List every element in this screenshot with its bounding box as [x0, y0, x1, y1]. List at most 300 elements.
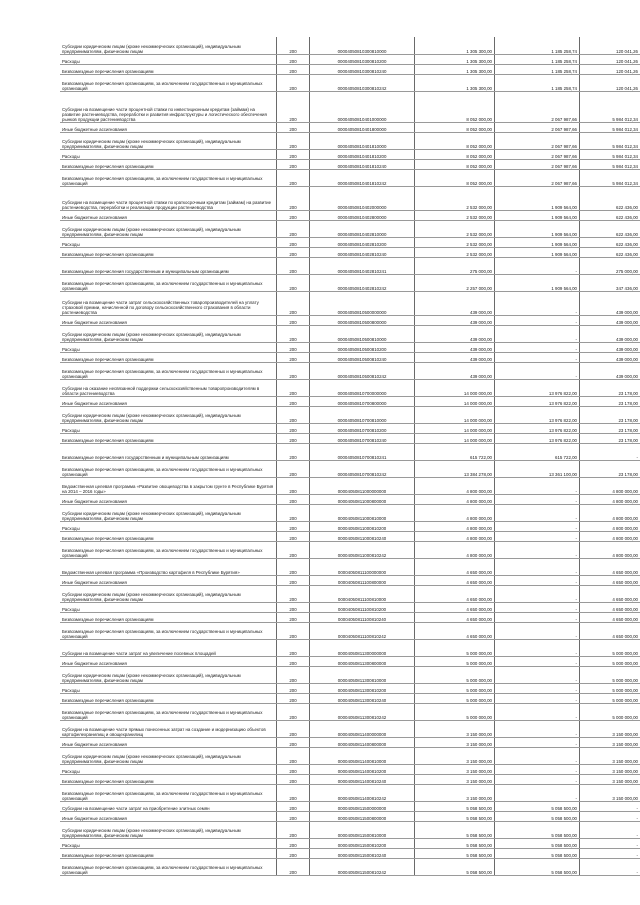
row-executed-amount-cell: 5 058 500,00 [495, 838, 580, 848]
row-remaining-amount-cell: 4 650 000,00 [580, 558, 640, 575]
row-budget-code-cell: 00004050810401810240 [310, 159, 415, 169]
row-approved-amount-cell: 3 150 000,00 [415, 720, 495, 737]
row-approved-amount-cell: 1 305 300,00 [415, 64, 495, 74]
row-executed-amount-cell: 1 185 258,74 [495, 37, 580, 54]
row-budget-code-cell: 00004050810300810242 [310, 74, 415, 91]
row-admin-code-cell: 200 [277, 342, 310, 352]
row-admin-code-cell: 200 [277, 247, 310, 257]
row-name-cell: Иные бюджетные ассигнования [60, 122, 277, 132]
row-admin-code-cell: 200 [277, 122, 310, 132]
row-remaining-amount-cell: 23 178,00 [580, 379, 640, 396]
row-budget-code-cell: 00004050811400810242 [310, 784, 415, 801]
row-approved-amount-cell: 439 000,00 [415, 315, 495, 325]
row-admin-code-cell: 200 [277, 64, 310, 74]
row-name-cell: Субсидии на оказание несвязанной поддержки сельскохозяйственным товаропроизводителям в области растениеводства [60, 379, 277, 396]
row-name-cell: Безвозмездные перечисления государственным и муниципальным организациям [60, 257, 277, 274]
row-executed-amount-cell: - [495, 521, 580, 531]
row-executed-amount-cell: 13 361 100,00 [495, 460, 580, 477]
table-row [60, 811, 640, 821]
row-remaining-amount-cell: 5 984 012,34 [580, 159, 640, 169]
row-approved-amount-cell: 14 000 000,00 [415, 433, 495, 443]
row-approved-amount-cell: 14 000 000,00 [415, 406, 495, 423]
row-name-cell: Субсидии юридическим лицам (кроме некоммерческих организаций), индивидуальным предпринимателям, физическим лицам [60, 325, 277, 342]
table-row [60, 821, 640, 838]
table-row [60, 423, 640, 433]
row-remaining-amount-cell: 23 178,00 [580, 396, 640, 406]
row-executed-amount-cell: 13 976 822,00 [495, 379, 580, 396]
table-row [60, 558, 640, 575]
row-executed-amount-cell: - [495, 774, 580, 784]
row-approved-amount-cell: 14 000 000,00 [415, 396, 495, 406]
row-admin-code-cell: 200 [277, 602, 310, 612]
row-executed-amount-cell: 2 067 987,66 [495, 159, 580, 169]
row-approved-amount-cell: 2 532 000,00 [415, 220, 495, 237]
row-budget-code-cell: 00004050810402000000 [310, 186, 415, 210]
row-budget-code-cell: 00004050810401810200 [310, 149, 415, 159]
row-executed-amount-cell: 13 976 822,00 [495, 433, 580, 443]
row-name-cell: Безвозмездные перечисления организациям [60, 531, 277, 541]
row-budget-code-cell: 00004050810500810240 [310, 352, 415, 362]
row-approved-amount-cell: 2 532 000,00 [415, 186, 495, 210]
row-executed-amount-cell: - [495, 622, 580, 639]
row-admin-code-cell: 200 [277, 362, 310, 379]
row-budget-code-cell: 00004050811100810240 [310, 612, 415, 622]
row-approved-amount-cell: 4 650 000,00 [415, 622, 495, 639]
row-executed-amount-cell: 2 067 987,66 [495, 169, 580, 186]
row-executed-amount-cell: 5 058 500,00 [495, 811, 580, 821]
row-approved-amount-cell: 4 800 000,00 [415, 531, 495, 541]
row-executed-amount-cell: - [495, 703, 580, 720]
row-admin-code-cell: 200 [277, 764, 310, 774]
row-executed-amount-cell: 2 067 987,66 [495, 132, 580, 149]
row-name-cell: Расходы [60, 764, 277, 774]
row-budget-code-cell: 00004050811000810000 [310, 504, 415, 521]
row-budget-code-cell: 00004050810700000000 [310, 379, 415, 396]
table-row [60, 801, 640, 811]
row-approved-amount-cell: 439 000,00 [415, 362, 495, 379]
row-admin-code-cell: 200 [277, 720, 310, 737]
row-name-cell: Расходы [60, 521, 277, 531]
row-admin-code-cell: 200 [277, 149, 310, 159]
table-row [60, 703, 640, 720]
row-admin-code-cell: 200 [277, 257, 310, 274]
row-budget-code-cell: 00004050810700810000 [310, 406, 415, 423]
row-name-cell: Безвозмездные перечисления организациям [60, 612, 277, 622]
row-approved-amount-cell: 13 384 278,00 [415, 460, 495, 477]
row-remaining-amount-cell: 3 150 000,00 [580, 784, 640, 801]
row-remaining-amount-cell: 120 041,26 [580, 64, 640, 74]
row-admin-code-cell: 200 [277, 811, 310, 821]
row-executed-amount-cell: 1 185 258,74 [495, 54, 580, 64]
row-executed-amount-cell: 13 976 822,00 [495, 423, 580, 433]
row-budget-code-cell: 00004050811300800000 [310, 656, 415, 666]
row-admin-code-cell: 200 [277, 531, 310, 541]
row-remaining-amount-cell: 5 000 000,00 [580, 693, 640, 703]
row-remaining-amount-cell: 5 000 000,00 [580, 666, 640, 683]
row-budget-code-cell: 00004050810402800000 [310, 210, 415, 220]
row-budget-code-cell: 00004050810500000000 [310, 291, 415, 315]
row-admin-code-cell: 200 [277, 858, 310, 875]
row-remaining-amount-cell: 622 436,00 [580, 247, 640, 257]
table-row [60, 122, 640, 132]
table-row [60, 169, 640, 186]
row-name-cell: Расходы [60, 237, 277, 247]
row-name-cell: Иные бюджетные ассигнования [60, 494, 277, 504]
row-remaining-amount-cell: 439 000,00 [580, 352, 640, 362]
row-remaining-amount-cell: - [580, 848, 640, 858]
table-row [60, 379, 640, 396]
table-row [60, 541, 640, 558]
row-executed-amount-cell: - [495, 257, 580, 274]
row-remaining-amount-cell: 622 436,00 [580, 186, 640, 210]
row-name-cell: Субсидии юридическим лицам (кроме некоммерческих организаций), индивидуальным предпринимателям, физическим лицам [60, 220, 277, 237]
row-remaining-amount-cell: 622 436,00 [580, 237, 640, 247]
row-admin-code-cell: 200 [277, 54, 310, 64]
row-budget-code-cell: 00004050810700810242 [310, 460, 415, 477]
row-admin-code-cell: 200 [277, 433, 310, 443]
row-budget-code-cell: 00004050810500810200 [310, 342, 415, 352]
row-approved-amount-cell: 4 800 000,00 [415, 477, 495, 494]
row-remaining-amount-cell: 4 650 000,00 [580, 622, 640, 639]
row-admin-code-cell: 200 [277, 612, 310, 622]
table-row [60, 693, 640, 703]
row-name-cell: Иные бюджетные ассигнования [60, 811, 277, 821]
row-admin-code-cell: 200 [277, 406, 310, 423]
table-row [60, 477, 640, 494]
row-admin-code-cell: 200 [277, 784, 310, 801]
row-name-cell: Субсидии на возмещение части прямых понесенных затрат на создание и модернизацию объектов картофелехранилищ и овощехранилищ [60, 720, 277, 737]
row-budget-code-cell: 00004050811100800000 [310, 575, 415, 585]
table-row [60, 747, 640, 764]
row-executed-amount-cell: - [495, 737, 580, 747]
row-admin-code-cell: 200 [277, 575, 310, 585]
row-remaining-amount-cell: 5 984 012,34 [580, 149, 640, 159]
row-approved-amount-cell: 8 052 000,00 [415, 91, 495, 122]
table-row [60, 91, 640, 122]
row-approved-amount-cell: 2 532 000,00 [415, 247, 495, 257]
row-approved-amount-cell: 5 058 500,00 [415, 821, 495, 838]
row-remaining-amount-cell: 439 000,00 [580, 362, 640, 379]
table-row [60, 237, 640, 247]
row-approved-amount-cell: 1 305 300,00 [415, 37, 495, 54]
row-remaining-amount-cell: 439 000,00 [580, 342, 640, 352]
row-budget-code-cell: 00004050810402810242 [310, 274, 415, 291]
row-approved-amount-cell: 3 150 000,00 [415, 764, 495, 774]
row-approved-amount-cell: 4 650 000,00 [415, 575, 495, 585]
row-executed-amount-cell: - [495, 325, 580, 342]
row-budget-code-cell: 00004050811500810242 [310, 858, 415, 875]
row-remaining-amount-cell: 439 000,00 [580, 325, 640, 342]
table-row [60, 622, 640, 639]
row-executed-amount-cell: - [495, 585, 580, 602]
row-name-cell: Безвозмездные перечисления организациям [60, 693, 277, 703]
row-name-cell: Ведомственная целевая программа «Производство картофеля в Республике Бурятия» [60, 558, 277, 575]
row-admin-code-cell: 200 [277, 801, 310, 811]
row-name-cell: Безвозмездные перечисления организациям [60, 159, 277, 169]
row-admin-code-cell: 200 [277, 91, 310, 122]
table-row [60, 159, 640, 169]
row-budget-code-cell: 00004050810401810242 [310, 169, 415, 186]
row-executed-amount-cell: 1 909 564,00 [495, 186, 580, 210]
row-approved-amount-cell: 4 650 000,00 [415, 612, 495, 622]
row-name-cell: Субсидии юридическим лицам (кроме некоммерческих организаций), индивидуальным предпринимателям, физическим лицам [60, 821, 277, 838]
row-remaining-amount-cell: 23 178,00 [580, 423, 640, 433]
row-executed-amount-cell: 5 058 500,00 [495, 821, 580, 838]
row-name-cell: Безвозмездные перечисления организациям, за исключением государственных и муниципальных организаций [60, 460, 277, 477]
row-admin-code-cell: 200 [277, 838, 310, 848]
row-budget-code-cell: 00004050810402810000 [310, 220, 415, 237]
table-row [60, 325, 640, 342]
row-remaining-amount-cell: 439 000,00 [580, 315, 640, 325]
row-executed-amount-cell: - [495, 612, 580, 622]
row-approved-amount-cell: 5 000 000,00 [415, 639, 495, 656]
row-name-cell: Субсидии на возмещение части затрат на приобретение элитных семян [60, 801, 277, 811]
row-approved-amount-cell: 14 000 000,00 [415, 423, 495, 433]
row-budget-code-cell: 00004050811400810000 [310, 747, 415, 764]
table-row [60, 54, 640, 64]
row-remaining-amount-cell: 3 150 000,00 [580, 774, 640, 784]
row-admin-code-cell: 200 [277, 74, 310, 91]
row-budget-code-cell: 00004050810300810000 [310, 37, 415, 54]
row-name-cell: Иные бюджетные ассигнования [60, 396, 277, 406]
row-budget-code-cell: 00004050811500800000 [310, 811, 415, 821]
table-row [60, 504, 640, 521]
row-budget-code-cell: 00004050811000810242 [310, 541, 415, 558]
row-name-cell: Субсидии на возмещение части процентной ставки по инвестиционным кредитам (займам) на развитие растениеводства, переработки и развития инфраструктуры и логистического обеспечения рынков продукции растениеводства [60, 91, 277, 122]
row-approved-amount-cell: 439 000,00 [415, 325, 495, 342]
row-name-cell: Безвозмездные перечисления организациям [60, 848, 277, 858]
row-remaining-amount-cell: 3 150 000,00 [580, 747, 640, 764]
table-row [60, 737, 640, 747]
row-executed-amount-cell: - [495, 656, 580, 666]
table-row [60, 291, 640, 315]
row-executed-amount-cell: 1 909 564,00 [495, 247, 580, 257]
table-row [60, 406, 640, 423]
row-remaining-amount-cell: 622 436,00 [580, 210, 640, 220]
row-budget-code-cell: 00004050811100810000 [310, 585, 415, 602]
row-admin-code-cell: 200 [277, 220, 310, 237]
row-admin-code-cell: 200 [277, 737, 310, 747]
row-budget-code-cell: 00004050811100810242 [310, 622, 415, 639]
table-row [60, 342, 640, 352]
row-admin-code-cell: 200 [277, 132, 310, 149]
row-executed-amount-cell: 1 185 258,74 [495, 74, 580, 91]
row-approved-amount-cell: 5 058 500,00 [415, 858, 495, 875]
row-admin-code-cell: 200 [277, 639, 310, 656]
row-executed-amount-cell: 13 976 822,00 [495, 406, 580, 423]
row-executed-amount-cell: - [495, 639, 580, 656]
row-approved-amount-cell: 5 000 000,00 [415, 693, 495, 703]
row-executed-amount-cell: 1 909 564,00 [495, 220, 580, 237]
table-row [60, 531, 640, 541]
row-name-cell: Субсидии юридическим лицам (кроме некоммерческих организаций), индивидуальным предпринимателям, физическим лицам [60, 37, 277, 54]
row-remaining-amount-cell: - [580, 838, 640, 848]
row-approved-amount-cell: 8 052 000,00 [415, 169, 495, 186]
row-budget-code-cell: 00004050811000810240 [310, 531, 415, 541]
table-row [60, 683, 640, 693]
row-name-cell: Безвозмездные перечисления организациям, за исключением государственных и муниципальных организаций [60, 784, 277, 801]
row-remaining-amount-cell: 23 178,00 [580, 433, 640, 443]
row-executed-amount-cell: - [495, 531, 580, 541]
row-remaining-amount-cell: 5 000 000,00 [580, 656, 640, 666]
row-admin-code-cell: 200 [277, 683, 310, 693]
budget-execution-table [60, 37, 640, 876]
row-admin-code-cell: 200 [277, 443, 310, 460]
row-admin-code-cell: 200 [277, 315, 310, 325]
row-remaining-amount-cell: - [580, 858, 640, 875]
row-name-cell: Безвозмездные перечисления организациям, за исключением государственных и муниципальных организаций [60, 74, 277, 91]
row-remaining-amount-cell: 4 650 000,00 [580, 612, 640, 622]
row-admin-code-cell: 200 [277, 291, 310, 315]
row-budget-code-cell: 00004050811400800000 [310, 737, 415, 747]
row-remaining-amount-cell: - [580, 811, 640, 821]
row-approved-amount-cell: 2 532 000,00 [415, 237, 495, 247]
row-name-cell: Безвозмездные перечисления организациям, за исключением государственных и муниципальных организаций [60, 622, 277, 639]
table-row [60, 186, 640, 210]
row-admin-code-cell: 200 [277, 396, 310, 406]
row-name-cell: Безвозмездные перечисления организациям [60, 433, 277, 443]
row-executed-amount-cell: - [495, 693, 580, 703]
row-remaining-amount-cell: 120 041,26 [580, 54, 640, 64]
row-budget-code-cell: 00004050811400000000 [310, 720, 415, 737]
row-budget-code-cell: 00004050810401000000 [310, 91, 415, 122]
row-name-cell: Безвозмездные перечисления организациям [60, 352, 277, 362]
row-name-cell: Расходы [60, 54, 277, 64]
row-remaining-amount-cell: 5 000 000,00 [580, 683, 640, 693]
row-name-cell: Безвозмездные перечисления организациям, за исключением государственных и муниципальных организаций [60, 274, 277, 291]
row-name-cell: Безвозмездные перечисления организациям, за исключением государственных и муниципальных организаций [60, 541, 277, 558]
row-admin-code-cell: 200 [277, 656, 310, 666]
row-approved-amount-cell: 439 000,00 [415, 342, 495, 352]
row-executed-amount-cell: - [495, 683, 580, 693]
row-approved-amount-cell: 275 000,00 [415, 257, 495, 274]
row-budget-code-cell: 00004050811500000000 [310, 801, 415, 811]
row-approved-amount-cell: 439 000,00 [415, 291, 495, 315]
row-name-cell: Безвозмездные перечисления организациям, за исключением государственных и муниципальных организаций [60, 169, 277, 186]
row-admin-code-cell: 200 [277, 477, 310, 494]
row-budget-code-cell: 00004050811400810200 [310, 764, 415, 774]
row-approved-amount-cell: 615 722,00 [415, 443, 495, 460]
row-approved-amount-cell: 8 052 000,00 [415, 159, 495, 169]
row-approved-amount-cell: 8 052 000,00 [415, 122, 495, 132]
row-executed-amount-cell: 5 058 500,00 [495, 801, 580, 811]
table-row [60, 352, 640, 362]
row-approved-amount-cell: 8 052 000,00 [415, 132, 495, 149]
table-row [60, 64, 640, 74]
row-admin-code-cell: 200 [277, 666, 310, 683]
row-remaining-amount-cell: 4 800 000,00 [580, 531, 640, 541]
row-name-cell: Безвозмездные перечисления организациям [60, 247, 277, 257]
row-admin-code-cell: 200 [277, 237, 310, 247]
row-admin-code-cell: 200 [277, 274, 310, 291]
row-budget-code-cell: 00004050811500810000 [310, 821, 415, 838]
row-remaining-amount-cell: 4 800 000,00 [580, 504, 640, 521]
row-name-cell: Иные бюджетные ассигнования [60, 210, 277, 220]
row-name-cell: Субсидии на возмещение части затрат на увеличение посевных площадей [60, 639, 277, 656]
row-budget-code-cell: 00004050810700810200 [310, 423, 415, 433]
row-name-cell: Иные бюджетные ассигнования [60, 737, 277, 747]
row-name-cell: Субсидии юридическим лицам (кроме некоммерческих организаций), индивидуальным предпринимателям, физическим лицам [60, 666, 277, 683]
table-row [60, 494, 640, 504]
table-row [60, 257, 640, 274]
row-budget-code-cell: 00004050811300000000 [310, 639, 415, 656]
row-admin-code-cell: 200 [277, 521, 310, 531]
row-admin-code-cell: 200 [277, 379, 310, 396]
row-admin-code-cell: 200 [277, 423, 310, 433]
row-approved-amount-cell: 439 000,00 [415, 352, 495, 362]
table-row [60, 639, 640, 656]
row-executed-amount-cell: - [495, 575, 580, 585]
row-remaining-amount-cell: 23 178,00 [580, 460, 640, 477]
row-approved-amount-cell: 2 257 000,00 [415, 274, 495, 291]
row-executed-amount-cell: 1 909 564,00 [495, 237, 580, 247]
row-approved-amount-cell: 1 305 300,00 [415, 74, 495, 91]
row-executed-amount-cell: 2 067 987,66 [495, 122, 580, 132]
table-row [60, 720, 640, 737]
row-approved-amount-cell: 4 800 000,00 [415, 521, 495, 531]
row-remaining-amount-cell: 4 650 000,00 [580, 602, 640, 612]
row-budget-code-cell: 00004050810300810240 [310, 64, 415, 74]
row-executed-amount-cell: - [495, 291, 580, 315]
row-name-cell: Субсидии юридическим лицам (кроме некоммерческих организаций), индивидуальным предпринимателям, физическим лицам [60, 132, 277, 149]
row-name-cell: Безвозмездные перечисления государственным и муниципальным организациям [60, 443, 277, 460]
row-name-cell: Ведомственная целевая программа «Развитие овощеводства в закрытом грунте в Республике Бурятия на 2014 – 2016 годы» [60, 477, 277, 494]
row-remaining-amount-cell: - [580, 801, 640, 811]
row-name-cell: Иные бюджетные ассигнования [60, 315, 277, 325]
row-remaining-amount-cell: 4 800 000,00 [580, 477, 640, 494]
table-row [60, 74, 640, 91]
row-remaining-amount-cell: 3 150 000,00 [580, 720, 640, 737]
row-admin-code-cell: 200 [277, 693, 310, 703]
row-name-cell: Расходы [60, 342, 277, 352]
row-approved-amount-cell: 1 305 300,00 [415, 54, 495, 64]
table-row [60, 838, 640, 848]
row-executed-amount-cell: 1 909 564,00 [495, 274, 580, 291]
table-row [60, 764, 640, 774]
table-row [60, 362, 640, 379]
row-name-cell: Расходы [60, 602, 277, 612]
row-approved-amount-cell: 3 150 000,00 [415, 737, 495, 747]
row-remaining-amount-cell: 120 041,26 [580, 74, 640, 91]
row-remaining-amount-cell: 4 800 000,00 [580, 521, 640, 531]
table-row [60, 210, 640, 220]
row-executed-amount-cell: - [495, 666, 580, 683]
row-admin-code-cell: 200 [277, 703, 310, 720]
row-budget-code-cell: 00004050811400810240 [310, 774, 415, 784]
row-remaining-amount-cell: 5 984 012,34 [580, 91, 640, 122]
row-name-cell: Субсидии юридическим лицам (кроме некоммерческих организаций), индивидуальным предпринимателям, физическим лицам [60, 406, 277, 423]
row-budget-code-cell: 00004050811300810200 [310, 683, 415, 693]
row-executed-amount-cell: - [495, 494, 580, 504]
row-admin-code-cell: 200 [277, 504, 310, 521]
row-executed-amount-cell: 615 722,00 [495, 443, 580, 460]
row-name-cell: Безвозмездные перечисления организациям, за исключением государственных и муниципальных организаций [60, 703, 277, 720]
row-remaining-amount-cell: 3 150 000,00 [580, 737, 640, 747]
row-executed-amount-cell: 5 058 500,00 [495, 848, 580, 858]
row-approved-amount-cell: 5 058 500,00 [415, 801, 495, 811]
row-executed-amount-cell: - [495, 602, 580, 612]
row-admin-code-cell: 200 [277, 747, 310, 764]
table-row [60, 585, 640, 602]
row-budget-code-cell: 00004050810700810241 [310, 443, 415, 460]
row-approved-amount-cell: 5 058 500,00 [415, 848, 495, 858]
row-approved-amount-cell: 3 150 000,00 [415, 774, 495, 784]
row-approved-amount-cell: 5 058 500,00 [415, 838, 495, 848]
row-approved-amount-cell: 8 052 000,00 [415, 149, 495, 159]
table-row [60, 274, 640, 291]
row-remaining-amount-cell: 4 800 000,00 [580, 494, 640, 504]
row-budget-code-cell: 00004050811000810200 [310, 521, 415, 531]
